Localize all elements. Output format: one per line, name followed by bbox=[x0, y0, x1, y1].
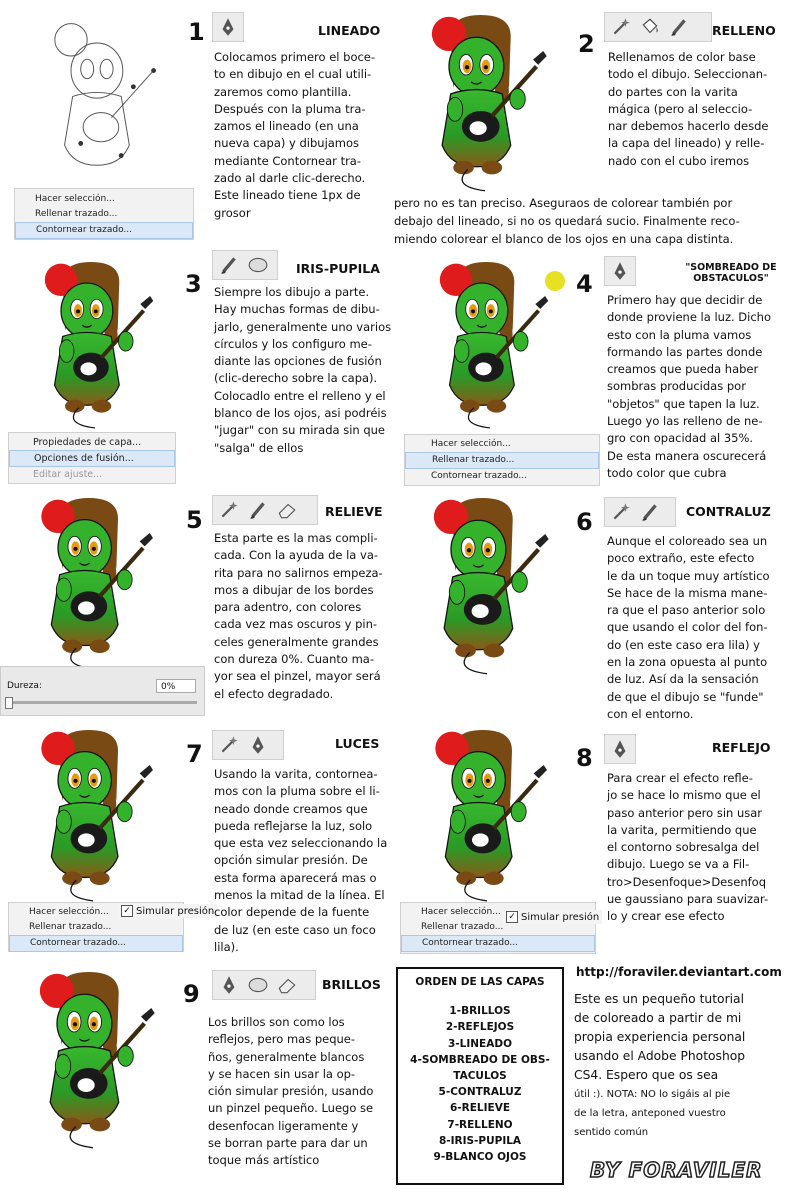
simular-presion-check-7[interactable] bbox=[118, 904, 217, 918]
dureza-label: Dureza: bbox=[7, 681, 42, 691]
layer-order-item: 6-RELIEVE bbox=[450, 1102, 510, 1115]
sketch-illustration bbox=[15, 22, 195, 192]
step-text-1: Colocamos primero el boce- to en dibujo en el cual utili- zaremos como plantilla. Después con la pluma tra- zamos el lineado (en una nueva capa) y dibujamos mediante Contornear tra- zado al darle clic-derecho. Este lineado tiene 1px de grosor bbox=[214, 50, 376, 220]
step-number-3: 3 bbox=[185, 270, 202, 298]
menu-item-rellenar-trazado[interactable]: Rellenar trazado... bbox=[421, 922, 504, 932]
pen-tool-icon[interactable] bbox=[216, 972, 242, 998]
context-menu-4 bbox=[404, 434, 600, 486]
simular-presion-label: Simular presión bbox=[136, 905, 215, 917]
step-number-1: 1 bbox=[188, 18, 205, 46]
pen-tool-icon[interactable] bbox=[216, 14, 240, 40]
context-menu-3 bbox=[8, 432, 176, 484]
magic-wand-icon[interactable] bbox=[608, 499, 634, 525]
layer-order-item: 3-LINEADO bbox=[448, 1037, 512, 1050]
menu-item-contornear-trazado[interactable]: Contornear trazado... bbox=[15, 222, 193, 239]
step-title-9: BRILLOS bbox=[322, 977, 381, 992]
simular-presion-check-8[interactable] bbox=[503, 910, 602, 924]
step-text-2-continuation: pero no es tan preciso. Aseguraos de colorear también por debajo del lineado, si no os quedará sucio. Finalmente reco- miendo colorear el blanco de los ojos en una capa distinta. bbox=[394, 196, 740, 246]
toolbar-step-1 bbox=[212, 12, 244, 42]
dureza-panel bbox=[0, 666, 205, 716]
step-text-8: Para crear el efecto refle- jo se hace lo mismo que el paso anterior pero sin usar la varita, permitiendo que el contorno sobresalga del dibujo. Luego se va a Fil- tro>Desenfoque>Desenfoq ue gaussiano para suavizar- lo y crear ese efecto bbox=[607, 771, 769, 924]
step-text-6: Aunque el coloreado sea un poco extraño, este efecto le da un toque muy artístico Se hace de la misma mane- ra que el paso anterior solo que usando el color del fon- do (en este caso era lila) y en la zona opuesta al punto de luz. Así da la sensación de que el dibujo se "funde" con el entorno. bbox=[607, 534, 770, 721]
layer-order-item: 4-SOMBREADO DE OBS- bbox=[410, 1053, 550, 1066]
step-number-4: 4 bbox=[576, 270, 593, 298]
menu-item-contornear-trazado[interactable]: Contornear trazado... bbox=[431, 471, 528, 481]
ellipse-tool-icon[interactable] bbox=[245, 972, 271, 998]
pen-tool-icon[interactable] bbox=[608, 736, 632, 762]
brush-icon[interactable] bbox=[245, 497, 271, 523]
light-source-sun bbox=[545, 271, 565, 291]
step-text-7: Usando la varita, contornea- mos con la pluma sobre el li- neado donde creamos que pueda reflejarse la luz, solo que esta vez seleccionando la opción simular presión. De esta forma aparecerá mas o menos la mitad de la línea. El color depende de la fuente de luz (en este caso un foco lila). bbox=[214, 767, 388, 954]
character-contraluz bbox=[402, 498, 572, 678]
dureza-input[interactable]: 0% bbox=[156, 679, 196, 693]
step-title-5: RELIEVE bbox=[325, 504, 383, 519]
step-title-2: RELLENO bbox=[712, 23, 776, 38]
toolbar-step-5 bbox=[212, 495, 318, 525]
menu-item-hacer-seleccion[interactable]: Hacer selección... bbox=[421, 907, 501, 917]
step-number-9: 9 bbox=[183, 980, 200, 1008]
toolbar-step-4 bbox=[604, 256, 636, 286]
deviantart-url[interactable]: http://foraviler.deviantart.com bbox=[576, 965, 782, 979]
step-title-4: "SOMBREADO DE OBSTACULOS" bbox=[685, 262, 777, 284]
brush-icon[interactable] bbox=[637, 499, 663, 525]
step-number-2: 2 bbox=[578, 30, 595, 58]
toolbar-step-6 bbox=[604, 497, 676, 527]
brush-icon[interactable] bbox=[666, 14, 692, 40]
step-text-5: Esta parte es la mas compli- cada. Con la ayuda de la va- rita para no salirnos empeza- mos a dibujar de los bordes para adentro, con colores cada vez mas oscuros y pin- celes generalmente grandes con dureza 0%. Cuanto ma- yor sea el pinzel, mayor será el efecto degradado. bbox=[214, 531, 383, 701]
menu-item-contornear-trazado[interactable]: Contornear trazado... bbox=[401, 935, 595, 952]
context-menu-1 bbox=[14, 188, 194, 240]
pen-tool-icon[interactable] bbox=[245, 732, 271, 758]
step-number-6: 6 bbox=[576, 508, 593, 536]
character-brillos bbox=[8, 972, 178, 1152]
step-title-3: IRIS-PUPILA bbox=[296, 261, 380, 276]
menu-item-hacer-seleccion[interactable]: Hacer selección... bbox=[29, 907, 109, 917]
toolbar-step-2 bbox=[604, 12, 712, 42]
step-number-8: 8 bbox=[576, 744, 593, 772]
menu-item-hacer-seleccion[interactable]: Hacer selección... bbox=[431, 439, 511, 449]
credits-text: Este es un pequeño tutorial de coloreado a partir de mi propia experiencia personal usando el Adobe Photoshop CS4. Espero que os sea útil :). NOTA: NO lo sigáis al pie de la letra, anteponed vuestro sentido común bbox=[574, 992, 746, 1138]
step-text-3: Siempre los dibujo a parte. Hay muchas formas de dibu- jarlo, generalmente uno varios círculos y los configuro me- diante las opciones de fusión (clic-derecho sobre la capa). Colocadlo entre el relleno y el blanco de los ojos, asi podréis "jugar" con su mirada sin que "salga" de ellos bbox=[214, 285, 392, 455]
layer-order-item: 2-REFLEJOS bbox=[445, 1021, 515, 1034]
menu-item-hacer-seleccion[interactable]: Hacer selección... bbox=[35, 194, 115, 204]
menu-item-rellenar-trazado[interactable]: Rellenar trazado... bbox=[29, 922, 112, 932]
toolbar-step-9 bbox=[212, 970, 316, 1000]
ellipse-tool-icon[interactable] bbox=[245, 252, 271, 278]
step-number-5: 5 bbox=[186, 506, 203, 534]
toolbar-step-7 bbox=[212, 730, 284, 760]
signature: BY FORAVILER bbox=[590, 1158, 763, 1182]
dureza-slider[interactable] bbox=[7, 701, 197, 704]
paint-bucket-icon[interactable] bbox=[637, 14, 663, 40]
layer-order-item: 5-CONTRALUZ bbox=[438, 1086, 522, 1099]
eraser-icon[interactable] bbox=[274, 972, 300, 998]
eraser-icon[interactable] bbox=[274, 497, 300, 523]
layer-order-item: 8-IRIS-PUPILA bbox=[438, 1134, 522, 1147]
menu-item-opciones-fusion[interactable]: Opciones de fusión... bbox=[9, 450, 175, 467]
layer-order-item: 9-BLANCO OJOS bbox=[433, 1151, 527, 1164]
step-number-7: 7 bbox=[186, 740, 203, 768]
step-title-6: CONTRALUZ bbox=[686, 504, 771, 519]
character-luces bbox=[8, 730, 178, 905]
layer-order-item: 7-RELLENO bbox=[447, 1118, 513, 1131]
menu-item-rellenar-trazado[interactable]: Rellenar trazado... bbox=[405, 452, 599, 469]
layer-order-box bbox=[396, 967, 564, 1185]
brush-icon[interactable] bbox=[216, 252, 242, 278]
pen-tool-icon[interactable] bbox=[608, 258, 632, 284]
magic-wand-icon[interactable] bbox=[216, 732, 242, 758]
menu-item-editar-ajuste[interactable]: Editar ajuste... bbox=[33, 469, 103, 480]
step-text-2: Rellenamos de color base todo el dibujo. Seleccionan- do partes con la varita mágica (pero al seleccio- nar debemos hacerlo desde la capa del lineado) y relle- nado con el cubo iremos bbox=[608, 50, 769, 168]
step-title-7: LUCES bbox=[335, 736, 380, 751]
step-title-1: LINEADO bbox=[318, 23, 381, 38]
menu-item-rellenar-trazado[interactable]: Rellenar trazado... bbox=[35, 209, 118, 219]
checkbox-checked-icon[interactable]: ✓ bbox=[506, 911, 518, 923]
toolbar-step-3 bbox=[212, 250, 278, 280]
step-title-8: REFLEJO bbox=[712, 740, 771, 755]
checkbox-checked-icon[interactable]: ✓ bbox=[121, 905, 133, 917]
magic-wand-icon[interactable] bbox=[216, 497, 242, 523]
character-relleno bbox=[400, 15, 570, 195]
step-text-4: Primero hay que decidir de donde proviene la luz. Dicho esto con la pluma vamos formando las partes donde creamos que pueda haber sombras producidas por "objetos" que tapen la luz. Luego yo las relleno de ne- gro con opacidad al 35%. De esta manera oscurecerá todo color que cubra bbox=[607, 293, 771, 480]
layer-order-title: ORDEN DE LAS CAPAS bbox=[415, 976, 545, 988]
step-text-9: Los brillos son como los reflejos, pero mas peque- ños, generalmente blancos y se hacen sin usar la op- ción simular presión, usando un pinzel pequeño. Luego se desenfocan ligeramente y se borran parte para dar un toque más artístico bbox=[208, 1015, 374, 1168]
simular-presion-label: Simular presión bbox=[521, 911, 600, 923]
character-relieve bbox=[8, 498, 178, 673]
layer-order-item: 1-BRILLOS bbox=[449, 1005, 511, 1018]
character-iris bbox=[10, 262, 180, 432]
magic-wand-icon[interactable] bbox=[608, 14, 634, 40]
layer-order-item: TACULOS bbox=[453, 1070, 507, 1083]
toolbar-step-8 bbox=[604, 734, 636, 764]
menu-item-propiedades[interactable]: Propiedades de capa... bbox=[33, 437, 142, 448]
dureza-slider-handle[interactable] bbox=[5, 697, 13, 709]
character-reflejo bbox=[402, 730, 572, 905]
menu-item-contornear-trazado[interactable]: Contornear trazado... bbox=[9, 935, 183, 952]
